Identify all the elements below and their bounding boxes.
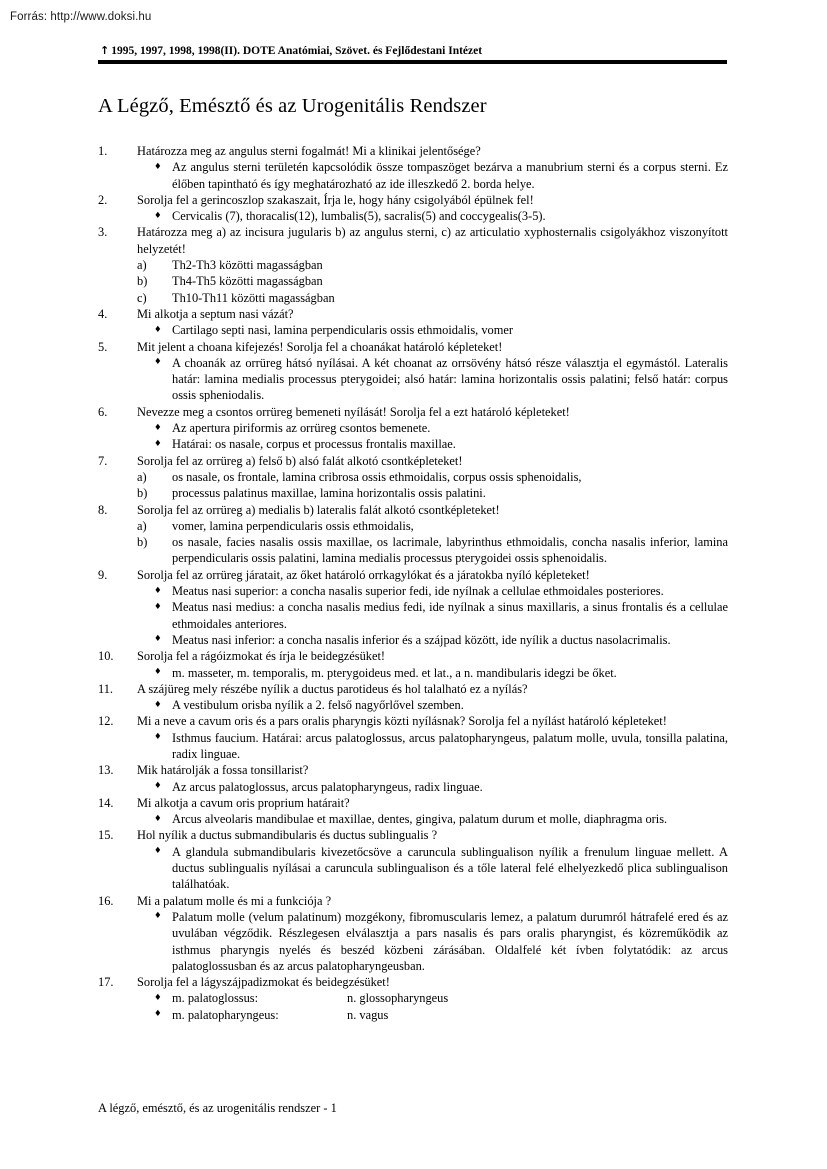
answer-bullet — [137, 811, 728, 827]
answer-letter-list — [137, 257, 728, 306]
question-text: Hol nyílik a ductus submandibularis és ductus sublingualis ? — [137, 828, 438, 843]
answer-bullet-text: Meatus nasi superior: a concha nasalis superior fedi, ide nyílnak a cellulae ethmoidales posteriores. — [172, 584, 664, 599]
answer-bullet — [137, 436, 728, 452]
bullet-icon: ♦ — [154, 699, 162, 710]
question-item — [98, 567, 728, 648]
question-item — [98, 192, 728, 225]
bullet-icon: ♦ — [154, 1009, 162, 1020]
question-text: A szájüreg mely részébe nyílik a ductus parotideus és hol talalható ez a nyílás? — [137, 681, 528, 696]
answer-bullet-text: m. masseter, m. temporalis, m. pterygoideus med. et lat., a n. mandibularis idegzi be őket. — [172, 665, 617, 680]
answer-bullet — [137, 322, 728, 338]
answer-letter-text: processus palatinus maxillae, lamina horizontalis ossis palatini. — [172, 486, 486, 501]
answer-letter-list — [137, 469, 728, 502]
answer-bullet-list — [137, 779, 728, 795]
question-number: 10. — [98, 649, 114, 664]
answer-letter-mark: a) — [137, 469, 147, 484]
header-divider — [98, 60, 727, 64]
answer-bullet-list — [137, 697, 728, 713]
answer-bullet-list — [137, 583, 728, 648]
answer-bullet-text: Meatus nasi inferior: a concha nasalis inferior és a szájpad között, ide nyílik a ductus nasolacrimalis. — [172, 632, 671, 647]
question-text: Határozza meg az angulus sterni fogalmát! Mi a klinikai jelentősége? — [137, 144, 481, 158]
question-text: Sorolja fel az orrüreg járatait, az őket határoló orrkagylókat és a járatokba nyíló képleteket! — [137, 567, 590, 582]
answer-bullet — [137, 730, 728, 763]
answer-bullet — [137, 632, 728, 648]
page-title: A Légző, Emésztő és az Urogenitális Rendszer — [98, 95, 487, 117]
answer-bullet-text: A vestibulum orisba nyílik a 2. felső nagyőrlővel szemben. — [172, 698, 464, 713]
answer-letter-mark: a) — [137, 518, 147, 533]
question-number: 14. — [98, 795, 114, 810]
bullet-icon: ♦ — [154, 210, 162, 221]
bullet-icon: ♦ — [154, 781, 162, 792]
answer-letter-mark: c) — [137, 290, 147, 305]
question-number: 1. — [98, 144, 108, 158]
question-text: Mi alkotja a septum nasi vázát? — [137, 306, 294, 321]
question-item — [98, 143, 728, 192]
answer-letter-text: Th2-Th3 közötti magasságban — [172, 258, 323, 273]
muscle-name: m. palatopharyngeus: — [172, 1007, 279, 1022]
answer-letter-text: vomer, lamina perpendicularis ossis ethmoidalis, — [172, 518, 414, 533]
answer-pair-list — [137, 990, 728, 1023]
answer-bullet — [137, 665, 728, 681]
answer-letter-item — [137, 518, 728, 534]
answer-letter-list — [137, 518, 728, 567]
answer-bullet-list — [137, 665, 728, 681]
source-watermark: Forrás: http://www.doksi.hu — [10, 11, 152, 23]
answer-letter-item — [137, 257, 728, 273]
page-footer: A légző, emésztő, és az urogenitális rendszer - 1 — [98, 1101, 337, 1115]
answer-bullet-text: Határai: os nasale, corpus et processus frontalis maxillae. — [172, 437, 456, 452]
answer-bullet-list — [137, 208, 728, 224]
answer-bullet-text: Az angulus sterni területén kapcsolódik össze tompaszöget bezárva a manubrium sterni és a corpus sterni. Ez élőben tapintható és így meghatározható az ide illeszkedő 2. borda helye. — [172, 160, 728, 191]
question-item — [98, 502, 728, 567]
answer-bullet — [137, 697, 728, 713]
answer-bullet-text: Meatus nasi medius: a concha nasalis medius fedi, ide nyílnak a sinus maxillaris, a sinus frontalis és a cellulae ethmoidales anteriores. — [172, 600, 728, 631]
answer-bullet-list — [137, 909, 728, 974]
question-number: 13. — [98, 763, 114, 778]
question-item — [98, 713, 728, 762]
question-text: Sorolja fel a rágóizmokat és írja le beidegzésüket! — [137, 649, 386, 664]
question-number: 9. — [98, 567, 108, 582]
answer-bullet-text: Isthmus faucium. Határai: arcus palatoglossus, arcus palatopharyngeus, palatum molle, uvula, tonsilla palatina, radix linguae. — [172, 730, 728, 761]
question-item — [98, 681, 728, 714]
bullet-icon: ♦ — [154, 813, 162, 824]
answer-pair-row — [137, 990, 728, 1006]
question-number: 6. — [98, 404, 108, 419]
question-number: 17. — [98, 975, 114, 990]
bullet-icon: ♦ — [154, 846, 162, 857]
answer-bullet — [137, 779, 728, 795]
bullet-icon: ♦ — [154, 911, 162, 922]
answer-letter-text: os nasale, os frontale, lamina cribrosa ossis ethmoidalis, corpus ossis sphenoidalis, — [172, 469, 582, 484]
answer-bullet-text: Cartilago septi nasi, lamina perpendicularis ossis ethmoidalis, vomer — [172, 323, 514, 338]
question-number: 2. — [98, 192, 108, 207]
question-text: Sorolja fel az orrüreg a) medialis b) lateralis falát alkotó csontképleteket! — [137, 502, 500, 517]
answer-letter-mark: a) — [137, 258, 147, 273]
question-item — [98, 827, 728, 892]
answer-bullet-text: Palatum molle (velum palatinum) mozgékony, fibromuscularis lemez, a palatum durumról hátrafelé ered és az uvulában végződik. Részlegesen elválasztja a pars nasalis és pars oralis pharyngist, és közreműködik az isthmus pharyngis nyelés és beszéd közbeni zárásában. Oldalfelé két ívben folytatódik: az arcus palatoglossusban és az arcus palatopharyngeusban. — [172, 909, 728, 973]
answer-letter-item — [137, 534, 728, 567]
question-number: 12. — [98, 714, 114, 729]
answer-letter-text: Th4-Th5 közötti magasságban — [172, 274, 323, 289]
answer-bullet-list — [137, 322, 728, 338]
answer-bullet-list — [137, 420, 728, 453]
question-item — [98, 339, 728, 404]
nerve-name: n. vagus — [347, 1007, 389, 1022]
question-number: 7. — [98, 453, 108, 468]
nerve-name: n. glossopharyngeus — [347, 991, 449, 1006]
answer-letter-item — [137, 469, 728, 485]
question-text: Mik határolják a fossa tonsillarist? — [137, 763, 309, 778]
answer-letter-text: os nasale, facies nasalis ossis maxillae, os lacrimale, labyrinthus ethmoidalis, concha nasalis inferior, lamina perpendicularis ossis palatini, lamina medialis processus pterygoidei ossis sphenoidalis. — [172, 535, 728, 566]
question-number: 4. — [98, 306, 108, 321]
answer-bullet-list — [137, 811, 728, 827]
question-item — [98, 648, 728, 681]
bullet-icon: ♦ — [154, 732, 162, 743]
answer-bullet — [137, 909, 728, 974]
answer-bullet-list — [137, 730, 728, 763]
running-header — [98, 44, 728, 58]
up-arrow-icon: ↑ — [100, 44, 110, 57]
question-text: Sorolja fel a gerincoszlop szakaszait, Írja le, hogy hány csigolyából épülnek fel! — [137, 192, 534, 207]
answer-letter-text: Th10-Th11 közötti magasságban — [172, 290, 335, 305]
question-item — [98, 306, 728, 339]
answer-bullet — [137, 159, 728, 192]
answer-letter-mark: b) — [137, 274, 148, 289]
muscle-name: m. palatoglossus: — [172, 991, 259, 1006]
answer-bullet — [137, 844, 728, 893]
answer-letter-item — [137, 485, 728, 501]
bullet-icon: ♦ — [154, 438, 162, 449]
bullet-icon: ♦ — [154, 161, 162, 172]
question-item — [98, 893, 728, 974]
question-number: 15. — [98, 828, 114, 843]
answer-bullet-text: Cervicalis (7), thoracalis(12), lumbalis(5), sacralis(5) and coccygealis(3-5). — [172, 209, 546, 224]
question-number: 8. — [98, 502, 108, 517]
question-item — [98, 762, 728, 795]
bullet-icon: ♦ — [154, 601, 162, 612]
question-text: Sorolja fel az orrüreg a) felső b) alsó falát alkotó csontképleteket! — [137, 453, 463, 468]
bullet-icon: ♦ — [154, 324, 162, 335]
answer-bullet-text: A glandula submandibularis kivezetőcsöve a caruncula sublingualison nyílik a frenulum linguae mellett. A ductus sublingualis nyílásai a caruncula sublingualison és a tőle lateral felé elhelyezkedő plica sublingualison találhatóak. — [172, 844, 728, 892]
answer-bullet — [137, 420, 728, 436]
question-number: 16. — [98, 893, 114, 908]
question-text: Mi alkotja a cavum oris proprium határait? — [137, 795, 350, 810]
bullet-icon: ♦ — [154, 357, 162, 368]
answer-bullet — [137, 583, 728, 599]
answer-bullet-list — [137, 159, 728, 192]
bullet-icon: ♦ — [154, 992, 162, 1003]
answer-letter-mark: b) — [137, 535, 148, 550]
bullet-icon: ♦ — [154, 667, 162, 677]
question-item — [98, 404, 728, 453]
answer-letter-item — [137, 290, 728, 306]
question-item — [98, 974, 728, 1023]
bullet-icon: ♦ — [154, 585, 162, 596]
answer-letter-item — [137, 273, 728, 289]
question-text: Mi a neve a cavum oris és a pars oralis pharyngis közti nyílásnak? Sorolja fel a nyílást határoló képleteket! — [137, 714, 667, 729]
answer-bullet — [137, 208, 728, 224]
question-text: Mit jelent a choana kifejezés! Sorolja fel a choanákat határoló képleteket! — [137, 339, 503, 354]
question-item — [98, 795, 728, 828]
question-number: 5. — [98, 339, 108, 354]
answer-bullet-text: Az arcus palatoglossus, arcus palatopharyngeus, radix linguae. — [172, 779, 483, 794]
question-number: 3. — [98, 225, 108, 240]
question-number: 11. — [98, 681, 114, 696]
bullet-icon: ♦ — [154, 422, 162, 433]
answer-letter-mark: b) — [137, 486, 148, 501]
answer-pair-row — [137, 1007, 728, 1023]
answer-bullet-list — [137, 355, 728, 404]
question-list — [98, 143, 728, 1023]
answer-bullet-list — [137, 844, 728, 893]
question-item — [98, 453, 728, 502]
running-header-text: 1995, 1997, 1998, 1998(II). DOTE Anatómiai, Szövet. és Fejlődestani Intézet — [111, 45, 483, 57]
answer-bullet — [137, 599, 728, 632]
question-item — [98, 224, 728, 305]
question-text: Mi a palatum molle és mi a funkciója ? — [137, 893, 332, 908]
question-text: Sorolja fel a lágyszájpadizmokat és beidegzésüket! — [137, 975, 390, 990]
answer-bullet-text: Arcus alveolaris mandibulae et maxillae, dentes, gingiva, palatum durum et molle, diaphragma oris. — [172, 812, 668, 827]
question-text: Határozza meg a) az incisura jugularis b) az angulus sterni, c) az articulatio xyphosternalis csigolyákhoz viszonyított helyzetét! — [137, 225, 728, 256]
answer-bullet — [137, 355, 728, 404]
question-text: Nevezze meg a csontos orrüreg bemeneti nyílását! Sorolja fel a ezt határoló képleteket! — [137, 404, 570, 419]
answer-bullet-text: A choanák az orrüreg hátsó nyílásai. A két choanat az orrsövény hátsó része választja el egymástól. Lateralis határ: lamina medialis processus pterygoidei; alsó határ: lamina horizontalis ossis palatini; felső határ: corpus ossis spheniodalis. — [172, 355, 728, 403]
answer-bullet-text: Az apertura piriformis az orrüreg csontos bemenete. — [172, 421, 431, 436]
page-content — [98, 44, 728, 1023]
bullet-icon: ♦ — [154, 634, 162, 645]
